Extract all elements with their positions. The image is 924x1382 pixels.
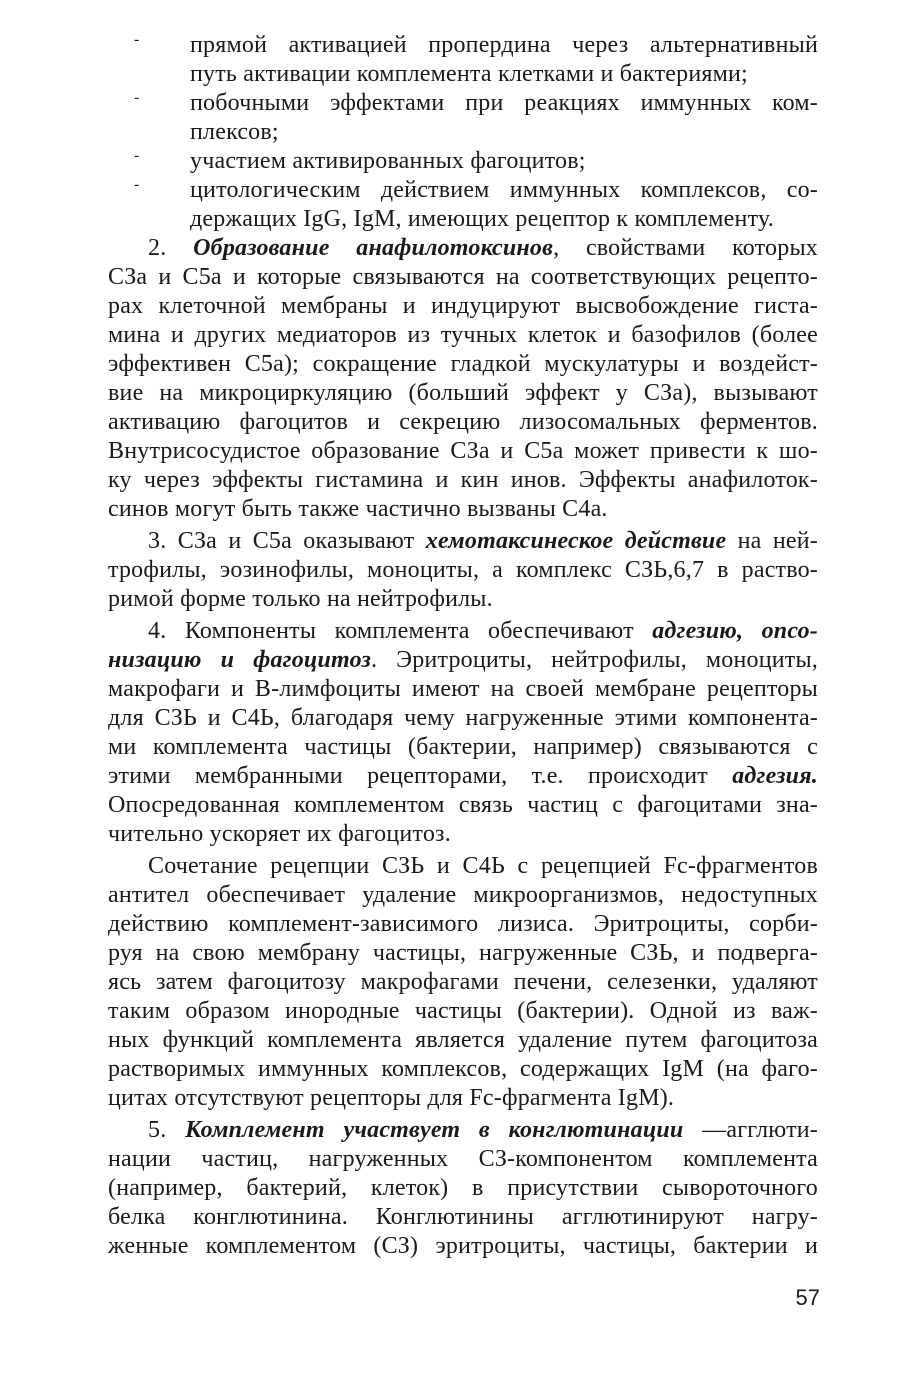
text-line: ку через эффекты гистамина и кин инов. Эффекты анафилоток- [108,467,818,493]
text-line: ми комплемента частицы (бактерии, например) связываются с [108,734,818,760]
text-line [108,1116,818,1145]
text-line: женные комплементом (СЗ) эритроциты, частицы, бактерии и [108,1233,818,1259]
bullet-list [108,31,818,234]
text-line: растворимых иммунных комплексов, содержащих IgM (на фаго- [108,1056,818,1082]
emphasized-term: адгезия. [732,763,818,789]
text-fragment: —агглюти- [683,1117,818,1143]
text-line: Сочетание рецепции СЗЬ и С4Ь с рецепцией Fc-фрагментов [148,853,818,879]
paragraph-fc-reception [108,852,818,1113]
text-line [108,234,818,263]
text-line: нации частиц, нагруженных СЗ-компонентом комплемента [108,1146,818,1172]
text-fragment: 4. Компоненты комплемента обеспечивают [148,618,653,644]
text-line: трофилы, эозинофилы, моноциты, а комплекс СЗЬ,6,7 в раство- [108,557,818,583]
text-line: цитологическим действием иммунных комплексов, со- [190,177,818,203]
text-line: (например, бактерий, клеток) в присутствии сывороточного [108,1175,818,1201]
emphasized-term: низацию и фагоцитоз [108,647,372,673]
text-fragment: 3. СЗа и С5а оказывают [148,528,426,554]
list-item [134,31,818,89]
text-line: прямой активацией пропердина через альтернативный [190,32,818,58]
paragraph-conglutination [108,1116,818,1261]
bullet-dash: - [134,31,140,48]
text-line: держащих IgG, IgM, имеющих рецептор к комплементу. [190,206,774,232]
item-number: 5. [148,1117,167,1143]
text-line: макрофаги и В-лимфоциты имеют на своей мембране рецепторы [108,676,818,702]
text-line: участием активированных фагоцитов; [190,148,586,174]
text-line: плексов; [190,119,279,145]
text-line: рах клеточной мембраны и индуцируют высвобождение гиста- [108,293,818,319]
paragraph-anaphylatoxins [108,234,818,524]
text-line [108,527,818,556]
text-line: цитах отсутствуют рецепторы для Fc-фрагмента IgM). [108,1085,675,1111]
text-line: мина и других медиаторов из тучных клеток и базофилов (более [108,322,818,348]
text-line: таким образом инородные частицы (бактерии). Одной из важ- [108,998,818,1024]
paragraph-chemotaxis [108,527,818,614]
text-fragment: этими мембранными рецепторами, т.е. происходит [108,763,733,789]
text-line: Опосредованная комплементом связь частиц с фагоцитами зна- [108,792,818,818]
text-line: белка конглютинина. Конглютинины агглютинируют нагру- [108,1204,818,1230]
page-number: 57 [795,1285,820,1310]
text-line: синов могут быть также частично вызваны С4а. [108,496,608,522]
text-line: чительно ускоряет их фагоцитоз. [108,821,451,847]
text-line: побочными эффектами при реакциях иммунных ком- [190,90,818,116]
item-number: 2. [148,235,167,261]
bullet-dash: - [134,89,140,106]
text-line: ных функций комплемента является удаление путем фагоцитоза [108,1027,818,1053]
text-fragment: . Эритроциты, нейтрофилы, моноциты, [371,647,818,673]
list-item [134,147,818,176]
bullet-dash: - [134,176,140,193]
text-line: СЗа и С5а и которые связываются на соответствующих рецепто- [108,264,818,290]
text-line [108,646,818,675]
text-line: эффективен С5а); сокращение гладкой мускулатуры и воздейст- [108,351,818,377]
emphasized-term: Образование анафилотоксинов [193,235,554,261]
paragraph-adhesion [108,617,818,849]
text-line: вие на микроциркуляцию (больший эффект у СЗа), вызывают [108,380,818,406]
emphasized-term: Комплемент участвует в конглютинации [185,1117,684,1143]
text-line [108,762,818,791]
text-line [108,617,818,646]
text-line: ясь затем фагоцитозу макрофагами печени, селезенки, удаляют [108,969,818,995]
emphasized-term: хемотаксинеское действие [425,528,727,554]
text-line: римой форме только на нейтрофилы. [108,586,493,612]
list-item [134,89,818,147]
text-line: Внутрисосудистое образование СЗа и С5а может привести к шо- [108,438,818,464]
text-line: действию комплемент-зависимого лизиса. Эритроциты, сорби- [108,911,818,937]
page-body [108,31,818,1261]
text-line: для СЗЬ и С4Ь, благодаря чему нагруженные этими компонента- [108,705,818,731]
text-line: руя на свою мембрану частицы, нагруженные СЗЬ, и подверга- [108,940,818,966]
bullet-dash: - [134,147,140,164]
list-item [134,176,818,234]
text-line: путь активации комплемента клетками и бактериями; [190,61,748,87]
text-fragment: на ней- [726,528,818,554]
text-line: активацию фагоцитов и секрецию лизосомальных ферментов. [108,409,818,435]
text-line: антител обеспечивает удаление микроорганизмов, недоступных [108,882,818,908]
text-fragment: , свойствами которых [553,235,818,261]
emphasized-term: адгезию, опсо- [652,618,818,644]
